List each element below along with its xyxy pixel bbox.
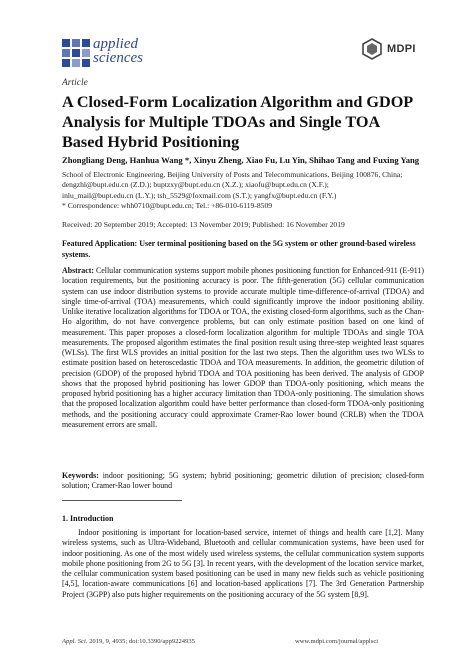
journal-name-line2: sciences <box>93 50 143 66</box>
introduction-paragraph <box>62 528 424 600</box>
section-divider <box>62 500 182 501</box>
publication-dates: Received: 20 September 2019; Accepted: 13 November 2019; Published: 16 November 2019 <box>62 220 345 229</box>
footer-website-link[interactable]: www.mdpi.com/journal/applsci <box>295 638 379 645</box>
affiliation-line: dengzhl@bupt.edu.cn (Z.D.); buptzxy@bupt.edu.cn (X.Z.); xiaofu@bupt.edu.cn (X.F.); <box>62 180 329 190</box>
correspondence-line: * Correspondence: whh0710@bupt.edu.cn; Tel.: +86-010-6119-8509 <box>62 201 273 211</box>
keywords-text: indoor positioning; 5G system; hybrid positioning; geometric dilution of precision; closed-form solution; Cramer-Rao lower bound <box>62 471 424 491</box>
footer-citation <box>62 638 195 645</box>
affiliation-line: School of Electronic Engineering, Beijing University of Posts and Telecommunications, Beijing 100876, China; <box>62 170 403 179</box>
publisher-name: MDPI <box>387 43 416 55</box>
mdpi-hexagon-icon <box>361 38 383 60</box>
keywords-label: Keywords: <box>62 471 99 480</box>
abstract-label: Abstract: <box>62 266 94 275</box>
affiliation-block <box>62 170 426 212</box>
featured-text: User terminal positioning based on the 5G system or other ground-based wireless systems. <box>62 239 416 259</box>
article-title: A Closed-Form Localization Algorithm and GDOP Analysis for Multiple TDOAs and Single TOA Based Hybrid Positioning <box>62 93 413 151</box>
publisher-logo <box>361 38 416 60</box>
article-type: Article <box>62 78 88 88</box>
abstract-text: Cellular communication systems support mobile phones positioning function for Enhanced-911 (E-911) location requirements, but the positioning accuracy is poor. The fifth-generation (5G) cellular communication system can use indoor distribution systems to provide accurate multiple time-difference-of-arrival (TDOA) and single time-of-arrival (TOA) measurements, which could significantly improve the indoor positioning ability. Unlike iterative localization algorithms for TDOA or TOA, the existing closed-form algorithms, such as the Chan-Ho algorithm, do not have convergence problems, but can only estimate position based on one kind of measurement. This paper proposes a closed-form localization algorithm for multiple TDOAs and single TOA measurements. The proposed algorithm estimates the final position result using three-step weighted least squares (WLSs). The first WLS provides an initial position for the last two steps. Then the algorithm uses two WLSs to estimate position based on heteroscedastic TDOA and TOA measurements. In addition, the geometric dilution of precision (GDOP) of the proposed hybrid TDOA and TOA positioning has been derived. The analysis of GDOP shows that the proposed hybrid positioning has lower GDOP than TDOA-only positioning, which means the proposed hybrid positioning has a higher accuracy limitation than TDOA-only positioning. The simulation shows that the proposed localization algorithm could have better performance than closed-form TDOA-only positioning methods, and the positioning accuracy could approximate Cramer-Rao lower bound (CRLB) when the TDOA measurement errors are small. <box>62 266 424 429</box>
journal-name <box>93 37 143 65</box>
introduction-text: Indoor positioning is important for location-based service, internet of things and health care [1,2]. Many wireless systems, such as Ultra-Wideband, Bluetooth and cellular communication systems, have been used for indoor positioning. As one of the most widely used wireless systems, the cellular communication system supports mobile phone positioning from 2G to 5G [3]. In recent years, with the development of the location service market, the cellular communication system based positioning can be used in many new fields such as vehicle positioning [4,5], location-aware communications [6] and location-based applications [7]. The 3rd Generation Partnership Project (3GPP) also puts higher requirements on the positioning accuracy of the 5G system [8,9]. <box>62 528 424 599</box>
citation-text: 2019, 9, 4935; doi:10.3390/app9224935 <box>87 638 195 645</box>
keywords <box>62 471 424 492</box>
author-list: Zhongliang Deng, Hanhua Wang *, Xinyu Zheng, Xiao Fu, Lu Yin, Shihao Tang and Fuxing Yang <box>62 155 420 165</box>
journal-name-line1: applied <box>93 36 138 52</box>
affiliation-line: inlu_mail@bupt.edu.cn (L.Y.); tsh_5529@foxmail.com (S.T.); yangfx@bupt.edu.cn (F.Y.) <box>62 190 337 200</box>
journal-abbrev: Appl. Sci. <box>62 638 88 645</box>
abstract <box>62 266 424 430</box>
featured-label: Featured Application: <box>62 239 138 248</box>
featured-application <box>62 238 424 260</box>
journal-logo-icon <box>62 39 90 67</box>
section-heading: 1. Introduction <box>62 514 114 523</box>
